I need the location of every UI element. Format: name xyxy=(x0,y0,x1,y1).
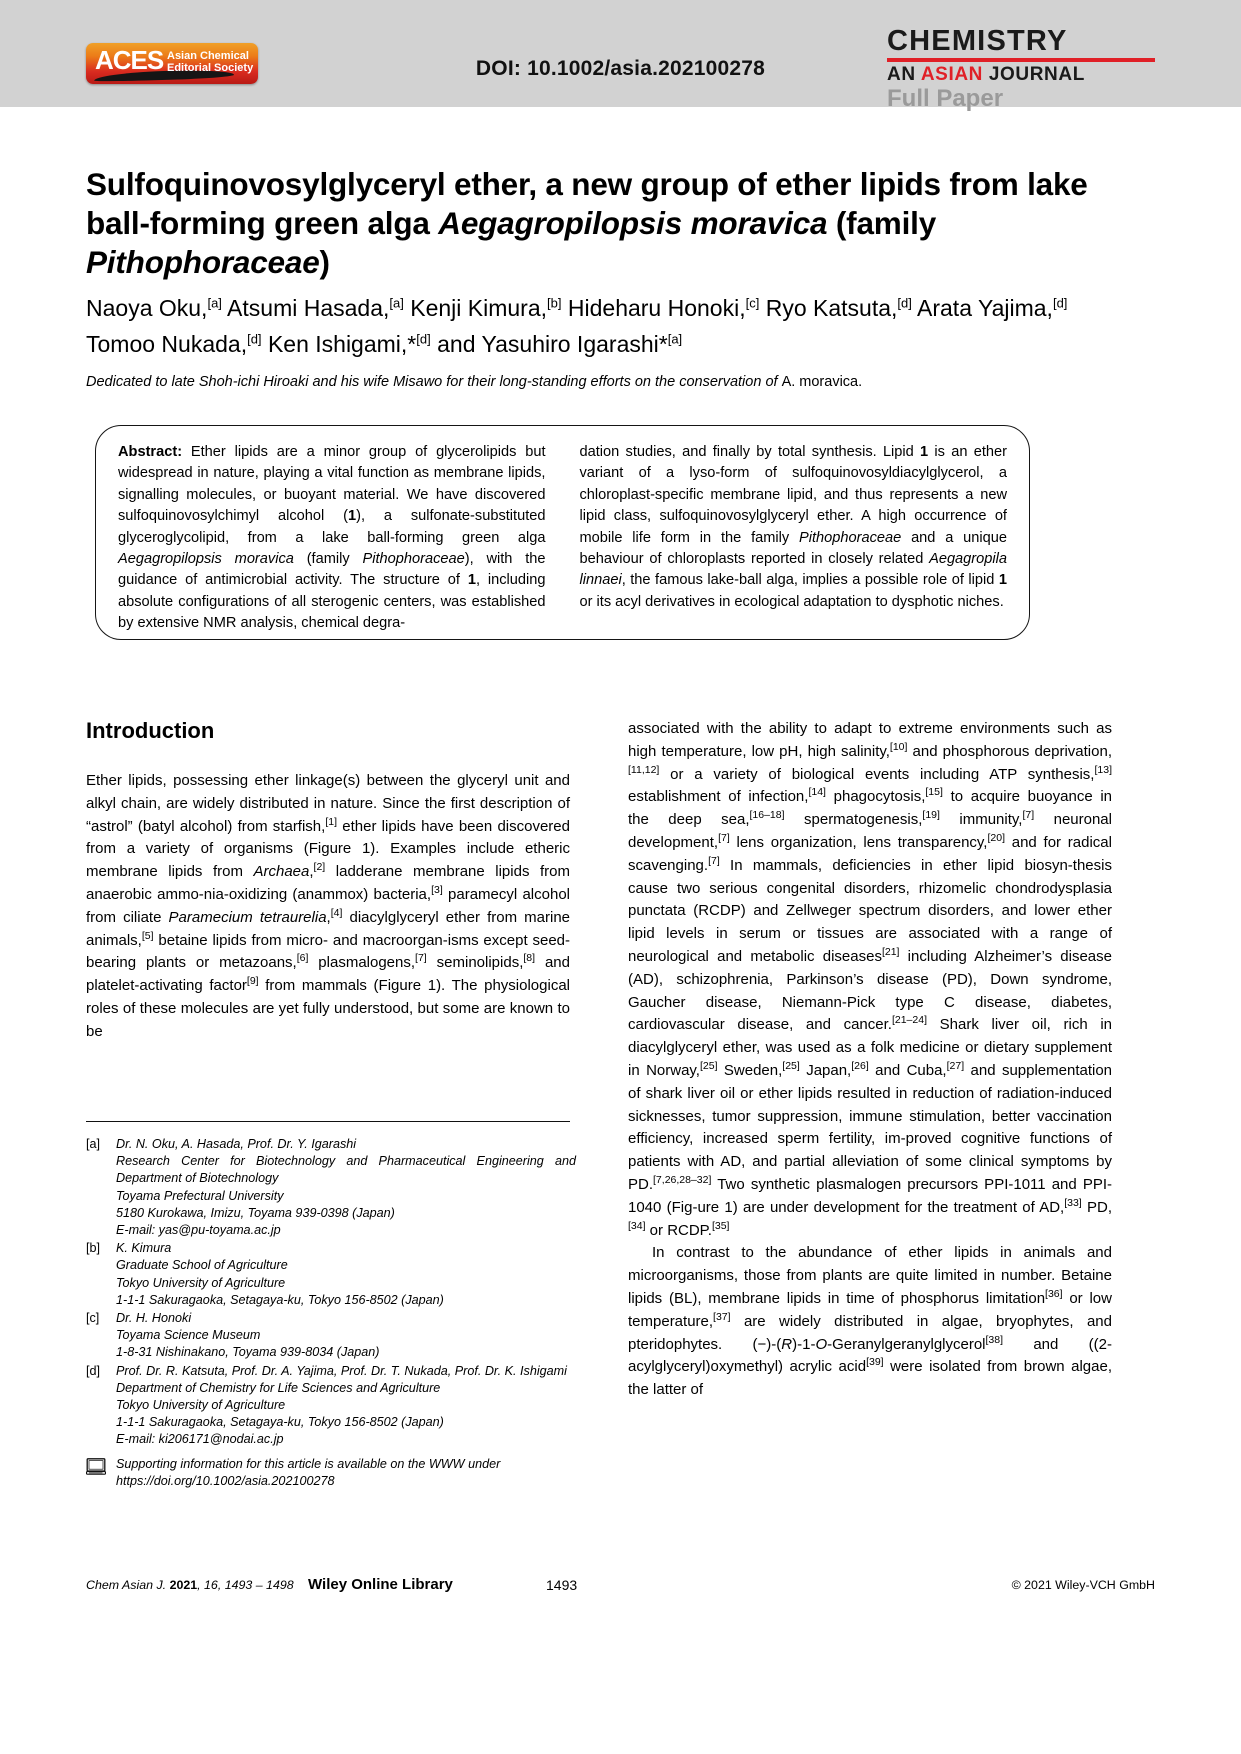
footnote-divider xyxy=(86,1121,570,1122)
author-list xyxy=(86,290,1096,362)
masthead-an: AN xyxy=(887,64,916,85)
body-text: including Alzheimer’s disease (AD), schizophrenia, Parkinson’s disease (PD), Down syndrome, Gaucher disease, Niemann-Pick type C disease, diabetes, cardiovascular disease, and cancer. xyxy=(628,947,1112,1034)
abstract-column-right xyxy=(580,442,1008,635)
intro-paragraph-right-1 xyxy=(628,718,1112,1242)
affiliations-block xyxy=(86,1136,576,1490)
affiliation-line: Prof. Dr. R. Katsuta, Prof. Dr. A. Yajima, Prof. Dr. T. Nukada, Prof. Dr. K. Ishigami xyxy=(116,1363,567,1378)
body-text: establishment of infection, xyxy=(628,788,809,806)
body-text: diacylglyceryl ether from marine animals, xyxy=(86,908,571,949)
body-text: and for radical scavenging. xyxy=(628,833,1112,874)
title-segment-3: ) xyxy=(319,244,330,280)
body-text: -Geranylgeranylglycerol xyxy=(827,1335,986,1353)
citation-ref: [4] xyxy=(330,906,343,919)
body-column-left xyxy=(86,718,570,1044)
body-text: Two synthetic plasmalogen precursors PPI-1011 and PPI-1040 (Fig-ure 1) are under development for the treatment of AD, xyxy=(628,1175,1112,1216)
affiliation-line: 5180 Kurokawa, Imizu, Toyama 939-0398 (Japan) xyxy=(116,1205,395,1220)
affiliation-body xyxy=(116,1240,576,1309)
affiliation-entry xyxy=(86,1363,576,1449)
affiliation-line: Research Center for Biotechnology and Pharmaceutical Engineering and Department of Biotechnology xyxy=(116,1154,576,1186)
author-affiliation-mark: [d] xyxy=(416,331,431,347)
abstract-text: dation studies, and finally by total synthesis. Lipid xyxy=(579,444,921,460)
affiliation-tag: [c] xyxy=(86,1311,100,1326)
dedication-line xyxy=(86,372,1106,392)
body-text: were isolated from brown algae, the latter of xyxy=(628,1358,1113,1399)
author-affiliation-mark: [a] xyxy=(207,295,222,311)
body-text: )-1- xyxy=(792,1335,816,1353)
citation-ref: [1] xyxy=(325,815,338,828)
abstract-species: Aegagropila linnaei xyxy=(579,551,1007,589)
affiliation-line: Department of Chemistry for Life Sciences and Agriculture xyxy=(116,1380,441,1395)
citation-ref: [25] xyxy=(782,1059,800,1072)
abstract-text: and a unique behaviour of chloroplasts reported in closely related xyxy=(579,529,1007,568)
author-affiliation-mark: [d] xyxy=(1052,295,1068,311)
citation-ref: [26] xyxy=(851,1059,869,1072)
computer-monitor-icon xyxy=(86,1456,116,1490)
body-column-right xyxy=(628,718,1112,1402)
affiliation-body xyxy=(116,1136,576,1239)
citation-ref: [19] xyxy=(922,809,940,822)
citation-ref: [33] xyxy=(1064,1196,1082,1209)
body-text: seminolipids, xyxy=(426,954,524,972)
supporting-information-text: Supporting information for this article is available on the WWW under xyxy=(116,1456,501,1471)
supporting-information-url[interactable]: https://doi.org/10.1002/asia.202100278 xyxy=(116,1473,335,1488)
citation-ref: [37] xyxy=(713,1310,731,1323)
abstract-family: Pithophoraceae xyxy=(799,529,902,546)
citation-ref: [25] xyxy=(699,1059,718,1072)
citation-ref: [7] xyxy=(415,952,427,965)
citation-ref: [13] xyxy=(1094,763,1112,776)
body-text: phagocytosis, xyxy=(825,788,926,806)
citation-ref: [7,26,28–32] xyxy=(653,1173,712,1186)
affiliation-line: Graduate School of Agriculture xyxy=(116,1258,288,1273)
citation-ref: [21] xyxy=(881,945,900,958)
abstract-text: is an ether variant of a lyso-form of sulfoquinovosyldiacylglycerol, a chloroplast-specific membrane lipid, and thus represents a new lipid class, sulfoquinovosylglyceryl ether. A high occurrence of mobile life form in the family xyxy=(579,444,1007,546)
author-name: Arata Yajima, xyxy=(911,295,1053,321)
title-segment-2: (family xyxy=(827,205,937,241)
title-species-name: Aegagropilopsis moravica xyxy=(438,205,828,241)
citation-ref: [2] xyxy=(313,861,326,874)
section-heading-introduction: Introduction xyxy=(86,718,215,743)
citation-ref: [34] xyxy=(628,1219,646,1232)
doi-text: DOI: 10.1002/asia.202100278 xyxy=(475,57,766,80)
body-text: , xyxy=(309,863,314,881)
body-text: and Cuba, xyxy=(868,1061,947,1079)
citation-ref: [36] xyxy=(1045,1287,1063,1300)
body-text: or low temperature, xyxy=(628,1289,1112,1330)
author-name: Atsumi Hasada, xyxy=(221,295,390,321)
masthead-red-rule xyxy=(887,58,1155,62)
affiliation-line: 1-8-31 Nishinakano, Toyama 939-8034 (Japan) xyxy=(116,1345,380,1360)
abstract-species: Aegagropilopsis moravica xyxy=(118,551,294,568)
affiliation-line: Tokyo University of Agriculture xyxy=(116,1398,286,1413)
author-name: Hideharu Honoki, xyxy=(561,295,746,321)
masthead-subtitle xyxy=(887,64,1155,85)
body-text: paramecyl alcohol from ciliate xyxy=(86,885,570,926)
body-text: or a variety of biological events including ATP synthesis, xyxy=(659,765,1095,783)
affiliation-email[interactable]: E-mail: ki206171@nodai.ac.jp xyxy=(116,1432,284,1447)
citation-ref: [10] xyxy=(889,740,908,753)
body-text: Shark liver oil, rich in diacylglyceryl ether, was used as a folk medicine or dietary supplement in Norway, xyxy=(628,1016,1112,1079)
body-text: PD, xyxy=(1081,1198,1112,1216)
citation-ref: [39] xyxy=(866,1356,884,1369)
footer-page-number: 1493 xyxy=(546,1577,578,1593)
supporting-information-note xyxy=(86,1456,576,1490)
compound-number: 1 xyxy=(347,508,357,525)
body-text: , xyxy=(326,908,331,926)
intro-paragraph-left xyxy=(86,770,570,1044)
compound-number: 1 xyxy=(920,444,929,460)
citation-ref: [7] xyxy=(1022,809,1035,822)
page-title xyxy=(86,165,1096,282)
affiliation-tag: [b] xyxy=(86,1241,101,1256)
dedication-text: Dedicated to late Shoh-ichi Hiroaki and his wife Misawo for their long-standing efforts on the conservation of xyxy=(86,374,782,390)
body-text: ladderane membrane lipids from anaerobic ammo-nia-oxidizing (anammox) bacteria, xyxy=(86,863,570,903)
affiliation-body xyxy=(116,1363,576,1449)
affiliation-line: 1-1-1 Sakuragaoka, Setagaya-ku, Tokyo 156-8502 (Japan) xyxy=(116,1415,444,1430)
body-text: are widely distributed in algae, bryophytes, and pteridophytes. (−)-( xyxy=(628,1312,1112,1353)
affiliation-line: Tokyo University of Agriculture xyxy=(116,1275,286,1290)
footer-year: 2021 xyxy=(169,1578,198,1592)
body-text: Ether lipids, possessing ether linkage(s) between the glyceryl unit and alkyl chain, are widely distributed in nature. Since the first description of “astrol” (batyl alcohol) from starfish, xyxy=(86,772,570,835)
body-text: or RCDP. xyxy=(645,1221,712,1239)
abstract-text: or its acyl derivatives in ecological adaptation to dysphotic niches. xyxy=(579,593,1004,610)
footer-copyright: © 2021 Wiley-VCH GmbH xyxy=(1011,1578,1155,1592)
compound-number: 1 xyxy=(998,572,1007,589)
body-text: to acquire buoyance in the deep sea, xyxy=(628,788,1113,829)
article-type-label: Full Paper xyxy=(887,85,1004,112)
affiliation-line: Toyama Science Museum xyxy=(116,1328,261,1343)
author-name: and Yasuhiro Igarashi* xyxy=(430,331,668,357)
aces-acronym: ACES xyxy=(95,45,164,75)
body-text: and ((2-acylglyceryl)oxymethyl) acrylic acid xyxy=(628,1335,1112,1376)
dedication-species: A. moravica. xyxy=(781,374,863,390)
author-affiliation-mark: [a] xyxy=(389,295,404,311)
abstract-family: Pithophoraceae xyxy=(362,551,465,568)
aces-logo-line1: Asian Chemical xyxy=(167,50,249,62)
citation-ref: [7] xyxy=(718,831,730,844)
footer-pages: 1493 – 1498 xyxy=(224,1578,294,1592)
author-name: Ken Ishigami,* xyxy=(261,331,417,357)
locant-descriptor: O xyxy=(815,1335,828,1353)
affiliation-line: K. Kimura xyxy=(116,1241,172,1256)
taxon-name: Archaea xyxy=(253,863,310,881)
abstract-column-left xyxy=(118,442,546,635)
body-text: from mammals (Figure 1). The physiological roles of these molecules are yet fully understood, but some are known to be xyxy=(86,977,570,1040)
author-name: Tomoo Nukada, xyxy=(86,331,248,357)
citation-ref: [15] xyxy=(925,786,943,799)
body-text: In contrast to the abundance of ether lipids in animals and microorganisms, those from plants are quite limited in number. Betaine lipids (BL), membrane lipids in time of phosphorus limitation xyxy=(628,1244,1112,1307)
author-name: Kenji Kimura, xyxy=(403,295,548,321)
author-affiliation-mark: [b] xyxy=(547,295,562,311)
body-text: Sweden, xyxy=(717,1061,783,1079)
author-affiliation-mark: [d] xyxy=(897,295,912,311)
citation-ref: [16–18] xyxy=(749,809,785,822)
abstract-text: (family xyxy=(293,551,363,568)
body-text: plasmalogens, xyxy=(308,954,416,972)
affiliation-line: Toyama Prefectural University xyxy=(116,1188,284,1203)
affiliation-line: 1-1-1 Sakuragaoka, Setagaya-ku, Tokyo 156-8502 (Japan) xyxy=(116,1292,444,1307)
affiliation-tag: [a] xyxy=(86,1137,101,1151)
citation-ref: [6] xyxy=(296,952,309,965)
author-name: Ryo Katsuta, xyxy=(759,295,898,321)
affiliation-entry xyxy=(86,1136,576,1239)
affiliation-entry xyxy=(86,1240,576,1309)
citation-ref: [7] xyxy=(708,854,720,867)
abstract-text: , including absolute configurations of all sterogenic centers, was established by extensive NMR analysis, chemical degra- xyxy=(118,572,546,632)
abstract-text: ), a sulfonate-substituted glyceroglycolipid, from a lake ball-forming green alga xyxy=(118,508,546,546)
title-segment-1: Sulfoquinovosylglyceryl ether, a new group of ether lipids from lake ball-forming green alga xyxy=(86,166,1088,241)
citation-ref: [8] xyxy=(523,952,536,965)
citation-ref: [20] xyxy=(987,831,1005,844)
body-text: associated with the ability to adapt to extreme environments such as high temperature, low pH, high salinity, xyxy=(628,720,1112,760)
author-affiliation-mark: [a] xyxy=(667,331,683,347)
footer-volume: 16 xyxy=(204,1578,218,1592)
citation-ref: [21–24] xyxy=(891,1014,927,1027)
affiliation-entry xyxy=(86,1310,576,1362)
stereo-descriptor: R xyxy=(781,1335,793,1353)
body-text: ether lipids have been discovered from a variety of organisms (Figure 1). Examples include etheric membrane lipids from xyxy=(86,817,570,881)
aces-logo-line2: Editorial Society xyxy=(167,62,254,74)
citation-ref: [38] xyxy=(985,1333,1004,1346)
citation-ref: [11,12] xyxy=(628,763,660,776)
body-text: Japan, xyxy=(799,1061,852,1079)
supporting-information-body xyxy=(116,1456,576,1490)
body-text: spermatogenesis, xyxy=(784,811,923,829)
body-text: betaine lipids from micro- and macroorgan-isms except seed-bearing plants or metazoans, xyxy=(86,931,570,972)
body-text: In mammals, deficiencies in ether lipid biosyn-thesis cause two serious congenital disorders, rhizomelic chondrodysplasia punctata (RCDP) and Zellweger spectrum disorders, and lower ether lipid levels in serum or tissues are associated with a range of neurological and metabolic diseases xyxy=(628,856,1112,965)
affiliation-email[interactable]: E-mail: yas@pu-toyama.ac.jp xyxy=(116,1223,281,1238)
footer-wiley-online-library[interactable]: Wiley Online Library xyxy=(308,1576,453,1593)
title-family-name: Pithophoraceae xyxy=(86,244,320,280)
body-text: neuronal development, xyxy=(628,811,1112,851)
citation-ref: [5] xyxy=(141,929,154,942)
author-affiliation-mark: [c] xyxy=(745,295,760,311)
body-text: and phosphorous deprivation, xyxy=(907,742,1112,760)
abstract-box xyxy=(95,425,1030,640)
affiliation-line: Dr. H. Honoki xyxy=(116,1311,192,1326)
affiliation-body xyxy=(116,1310,576,1362)
citation-ref: [35] xyxy=(711,1219,730,1232)
page-header-band xyxy=(0,0,1241,112)
masthead-chemistry: CHEMISTRY xyxy=(887,25,1068,57)
author-name: Naoya Oku, xyxy=(86,295,208,321)
citation-ref: [3] xyxy=(431,883,443,896)
affiliation-line: Dr. N. Oku, A. Hasada, Prof. Dr. Y. Igarashi xyxy=(116,1137,357,1151)
abstract-label: Abstract: xyxy=(118,444,183,460)
masthead-journal: JOURNAL xyxy=(988,64,1085,85)
footer-citation: Chem Asian J. 2021, 16, 1493 – 1498 xyxy=(86,1578,294,1592)
author-affiliation-mark: [d] xyxy=(247,331,262,347)
citation-ref: [14] xyxy=(808,786,826,799)
journal-masthead xyxy=(887,26,1155,112)
body-text: immunity, xyxy=(939,811,1023,829)
abstract-text: , the famous lake-ball alga, implies a possible role of lipid xyxy=(621,572,999,589)
citation-ref: [9] xyxy=(246,975,259,988)
footer-journal-name: Chem Asian J. xyxy=(86,1578,167,1592)
body-text: and platelet-activating factor xyxy=(86,954,570,995)
body-text: and supplementation of shark liver oil or ether lipids resulted in reduction of radiation-induced sicknesses, tumor suppression, immune stimulation, better vaccination efficiency, increased sperm fertility, im-proved cognitive functions of patients with AD, and partial alleviation of some clinical symptoms by PD. xyxy=(628,1061,1113,1193)
abstract-text: Ether lipids are a minor group of glycerolipids but widespread in nature, playing a vital function as membrane lipids, signalling molecules, or buoyant material. We have discovered sulfoquinovosylchimyl alcohol ( xyxy=(118,444,546,525)
compound-number: 1 xyxy=(467,572,476,589)
citation-ref: [27] xyxy=(946,1059,965,1072)
body-text: lens organization, lens transparency, xyxy=(729,833,988,851)
affiliation-tag: [d] xyxy=(86,1363,101,1378)
masthead-asian: ASIAN xyxy=(920,64,983,85)
intro-paragraph-right-2 xyxy=(628,1242,1112,1402)
taxon-name: Paramecium tetraurelia xyxy=(168,908,327,926)
abstract-text: ), with the guidance of antimicrobial activity. The structure of xyxy=(118,551,546,589)
